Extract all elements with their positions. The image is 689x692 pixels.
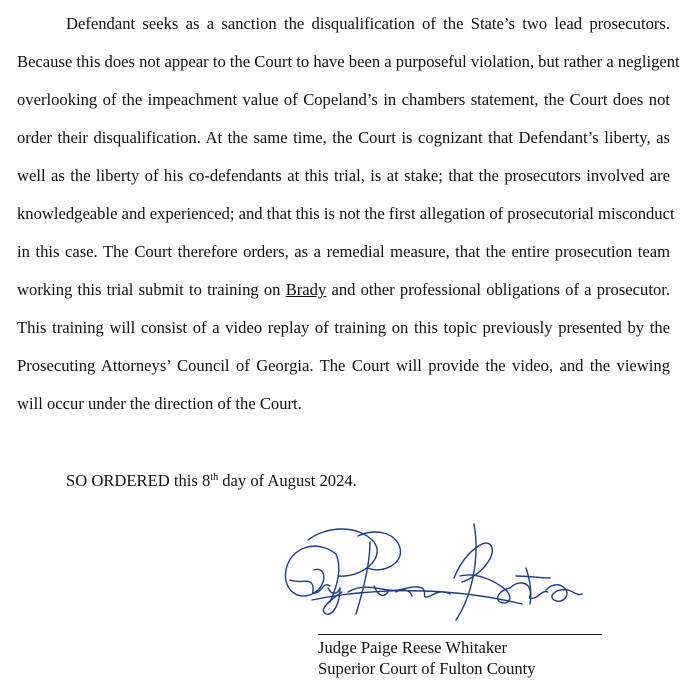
paragraph-line-8-end: and other professional obligations of a prosecutor. bbox=[331, 280, 670, 299]
paragraph-line-11: will occur under the direction of the Court. bbox=[17, 394, 302, 413]
paragraph-line-1: Defendant seeks as a sanction the disqualification of the State’s two lead prosecutors. bbox=[66, 14, 670, 33]
judge-name: Judge Paige Reese Whitaker bbox=[318, 638, 508, 657]
judge-signature bbox=[278, 518, 588, 628]
paragraph-line-4: order their disqualification. At the same time, the Court is cognizant that Defendant’s liberty, as bbox=[17, 128, 670, 147]
paragraph-line-3: overlooking of the impeachment value of Copeland’s in chambers statement, the Court does not bbox=[17, 90, 670, 109]
so-ordered-suffix: day of August 2024. bbox=[218, 471, 357, 490]
paragraph-line-8-start: working this trial submit to training on bbox=[17, 280, 281, 299]
paragraph-line-9: This training will consist of a video replay of training on this topic previously presented by the bbox=[17, 318, 670, 337]
so-ordered-line bbox=[66, 471, 357, 491]
paragraph-line-6: knowledgeable and experienced; and that this is not the first allegation of prosecutorial misconduct bbox=[17, 204, 675, 223]
paragraph-line-8 bbox=[17, 280, 670, 300]
paragraph-line-7: in this case. The Court therefore orders, as a remedial measure, that the entire prosecution team bbox=[17, 242, 670, 261]
paragraph-line-5: well as the liberty of his co-defendants at this trial, is at stake; that the prosecutors involved are bbox=[17, 166, 670, 185]
so-ordered-prefix: SO ORDERED this 8 bbox=[66, 471, 211, 490]
ordinal-suffix: th bbox=[210, 472, 219, 483]
brady-case-name: Brady bbox=[285, 280, 327, 299]
court-name: Superior Court of Fulton County bbox=[318, 659, 536, 678]
signature-line bbox=[318, 634, 602, 635]
paragraph-line-10: Prosecuting Attorneys’ Council of Georgia. The Court will provide the video, and the viewing bbox=[17, 356, 670, 375]
paragraph-line-2: Because this does not appear to the Court to have been a purposeful violation, but rather a negligent bbox=[17, 52, 680, 71]
